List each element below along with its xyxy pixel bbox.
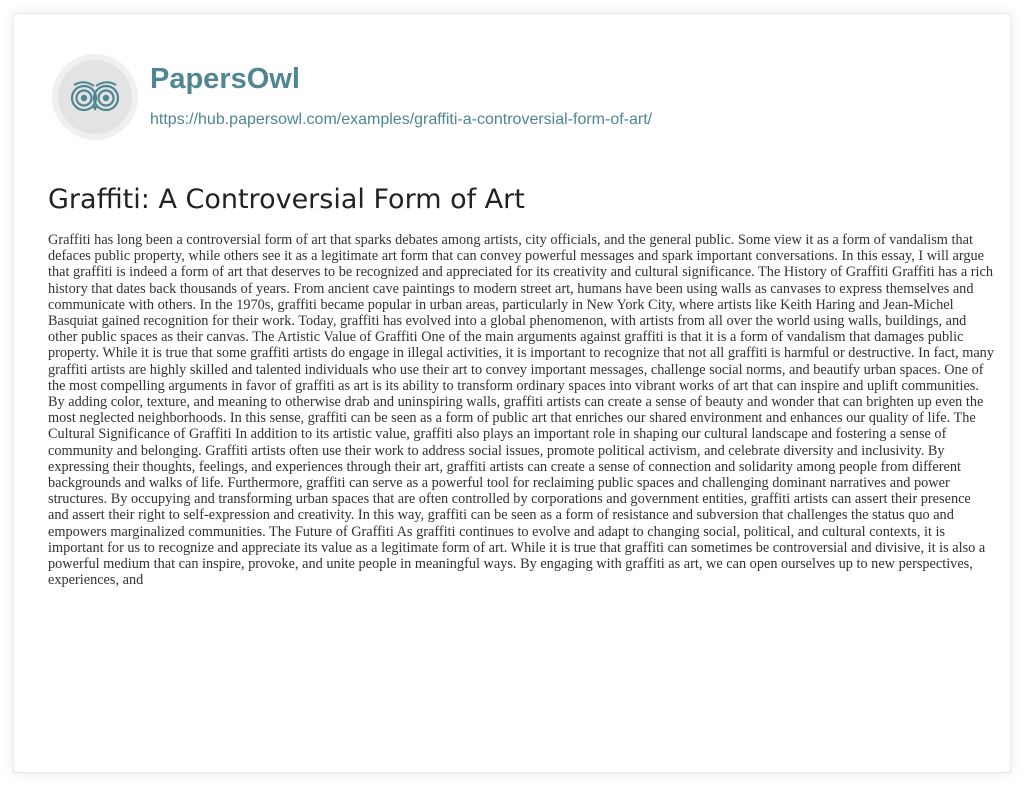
document-page (14, 14, 1010, 772)
essay-title: Graffiti: A Controversial Form of Art (48, 184, 525, 215)
brand-header (50, 52, 652, 142)
source-url: https://hub.papersowl.com/examples/graffiti-a-controversial-form-of-art/ (150, 111, 653, 128)
owl-eyes-icon (50, 52, 140, 142)
brand-text (150, 64, 652, 130)
brand-name: PapersOwl (150, 63, 300, 95)
essay-body: Graffiti has long been a controversial form of art that sparks debates among artists, city officials, and the general public. Some view it as a form of vandalism that defaces public property, while others see it as a legitimate art form that can convey powerful messages and spark important conversations. In this essay, I will argue that graffiti is indeed a form of art that deserves to be recognized and appreciated for its creativity and cultural significance. The History of Graffiti Graffiti has a rich history that dates back thousands of years. From ancient cave paintings to modern street art, humans have been using walls as canvases to express themselves and communicate with others. In the 1970s, graffiti became popular in urban areas, particularly in New York City, where artists like Keith Haring and Jean-Michel Basquiat gained recognition for their work. Today, graffiti has evolved into a global phenomenon, with artists from all over the world using walls, buildings, and other public spaces as their canvas. The Artistic Value of Graffiti One of the main arguments against graffiti is that it is a form of vandalism that damages public property. While it is true that some graffiti artists do engage in illegal activities, it is important to recognize that not all graffiti is harmful or destructive. In fact, many graffiti artists are highly skilled and talented individuals who use their art to convey important messages, challenge social norms, and beautify urban spaces. One of the most compelling arguments in favor of graffiti as art is its ability to transform ordinary spaces into vibrant works of art that can inspire and uplift communities. By adding color, texture, and meaning to otherwise drab and uninspiring walls, graffiti artists can create a sense of beauty and wonder that can brighten up even the most neglected neighborhoods. In this sense, graffiti can be seen as a form of public art that enriches our shared environment and enhances our quality of life. The Cultural Significance of Graffiti In addition to its artistic value, graffiti also plays an important role in shaping our cultural landscape and fostering a sense of community and belonging. Graffiti artists often use their work to address social issues, promote political activism, and celebrate diversity and inclusivity. By expressing their thoughts, feelings, and experiences through their art, graffiti artists can create a sense of connection and solidarity among people from different backgrounds and walks of life. Furthermore, graffiti can serve as a powerful tool for reclaiming public spaces and challenging dominant narratives and power structures. By occupying and transforming urban spaces that are often controlled by corporations and government entities, graffiti artists can assert their presence and assert their right to self-expression and creativity. In this way, graffiti can be seen as a form of resistance and subversion that challenges the status quo and empowers marginalized communities. The Future of Graffiti As graffiti continues to evolve and adapt to changing social, political, and cultural contexts, it is important for us to recognize and appreciate its value as a legitimate form of art. While it is true that graffiti can sometimes be controversial and divisive, it is also a powerful medium that can inspire, provoke, and unite people in meaningful ways. By engaging with graffiti as art, we can open ourselves up to new perspectives, experiences, and (48, 232, 994, 589)
